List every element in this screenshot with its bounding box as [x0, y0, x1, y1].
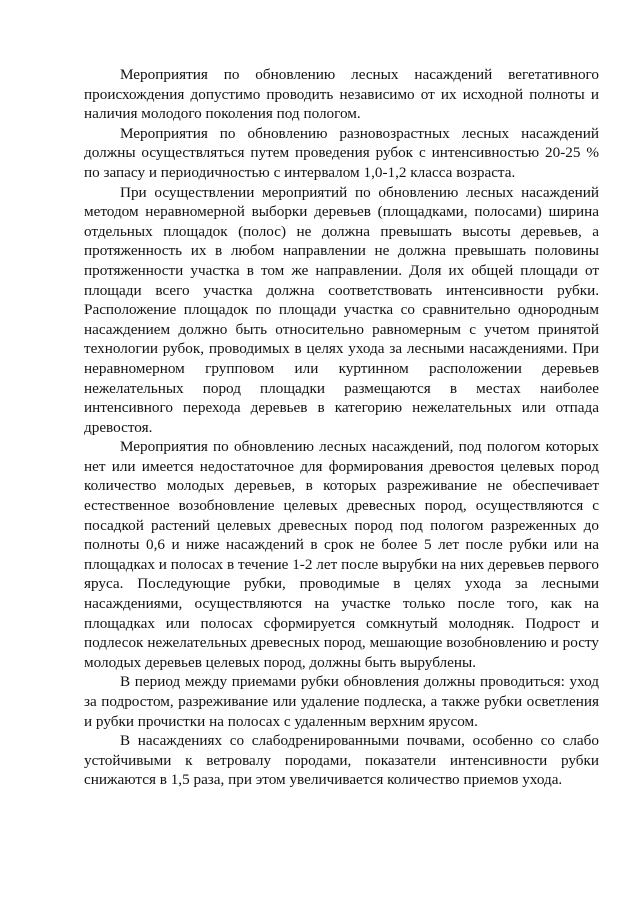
- paragraph-poorly-drained-soils: В насаждениях со слабодренированными почвами, особенно со слабо устойчивыми к ветровалу породами, показатели интенсивности рубки снижаются в 1,5 раза, при этом увеличивается количество приемов ухода.: [84, 732, 599, 789]
- document-page: [84, 65, 599, 790]
- paragraph-uneven-aged: Мероприятия по обновлению разновозрастных лесных насаждений должны осуществляться путем проведения рубок с интенсивностью 20-25 % по запасу и периодичностью с интервалом 1,0-1,2 класса возраста.: [84, 124, 599, 181]
- paragraph-vegetative-origin: Мероприятия по обновлению лесных насаждений вегетативного происхождения допустимо проводить независимо от их исходной полноты и наличия молодого поколения под пологом.: [84, 66, 599, 123]
- paragraph-between-cuttings: В период между приемами рубки обновления должны проводиться: уход за подростом, разреживание или удаление подлеска, а также рубки осветления и рубки прочистки на полосах с удаленным верхним ярусом.: [84, 673, 599, 730]
- paragraph-underplanting: Мероприятия по обновлению лесных насаждений, под пологом которых нет или имеется недостаточное для формирования древостоя целевых пород количество молодых деревьев, в которых разреживание не обеспечивает естественное возобновление целевых древесных пород, осуществляются с посадкой растений целевых древесных пород под пологом разреженных до полноты 0,6 и ниже насаждений в срок не более 5 лет после рубки или на площадках и полосах в течение 1-2 лет после вырубки на них деревьев первого яруса. Последующие рубки, проводимые в целях ухода за лесными насаждениями, осуществляются на участке только после того, как на площадках или полосах сформируется сомкнутый молодняк. Подрост и подлесок нежелательных древесных пород, мешающие возобновлению и росту молодых деревьев целевых пород, должны быть вырублены.: [84, 438, 599, 671]
- paragraph-uneven-selection: При осуществлении мероприятий по обновлению лесных насаждений методом неравномерной выборки деревьев (площадками, полосами) ширина отдельных площадок (полос) не должна превышать высоты деревьев, а протяженность их в любом направлении не должна превышать половины протяженности участка в том же направлении. Доля их общей площади от площади всего участка должна соответствовать интенсивности рубки. Расположение площадок по площади участка со сравнительно однородным насаждением должно быть относительно равномерным с учетом принятой технологии рубок, проводимых в целях ухода за лесными насаждениями. При неравномерном групповом или куртинном расположении деревьев нежелательных пород площадки размещаются в местах наиболее интенсивного перехода деревьев в категорию нежелательных или отпада древостоя.: [84, 183, 599, 436]
